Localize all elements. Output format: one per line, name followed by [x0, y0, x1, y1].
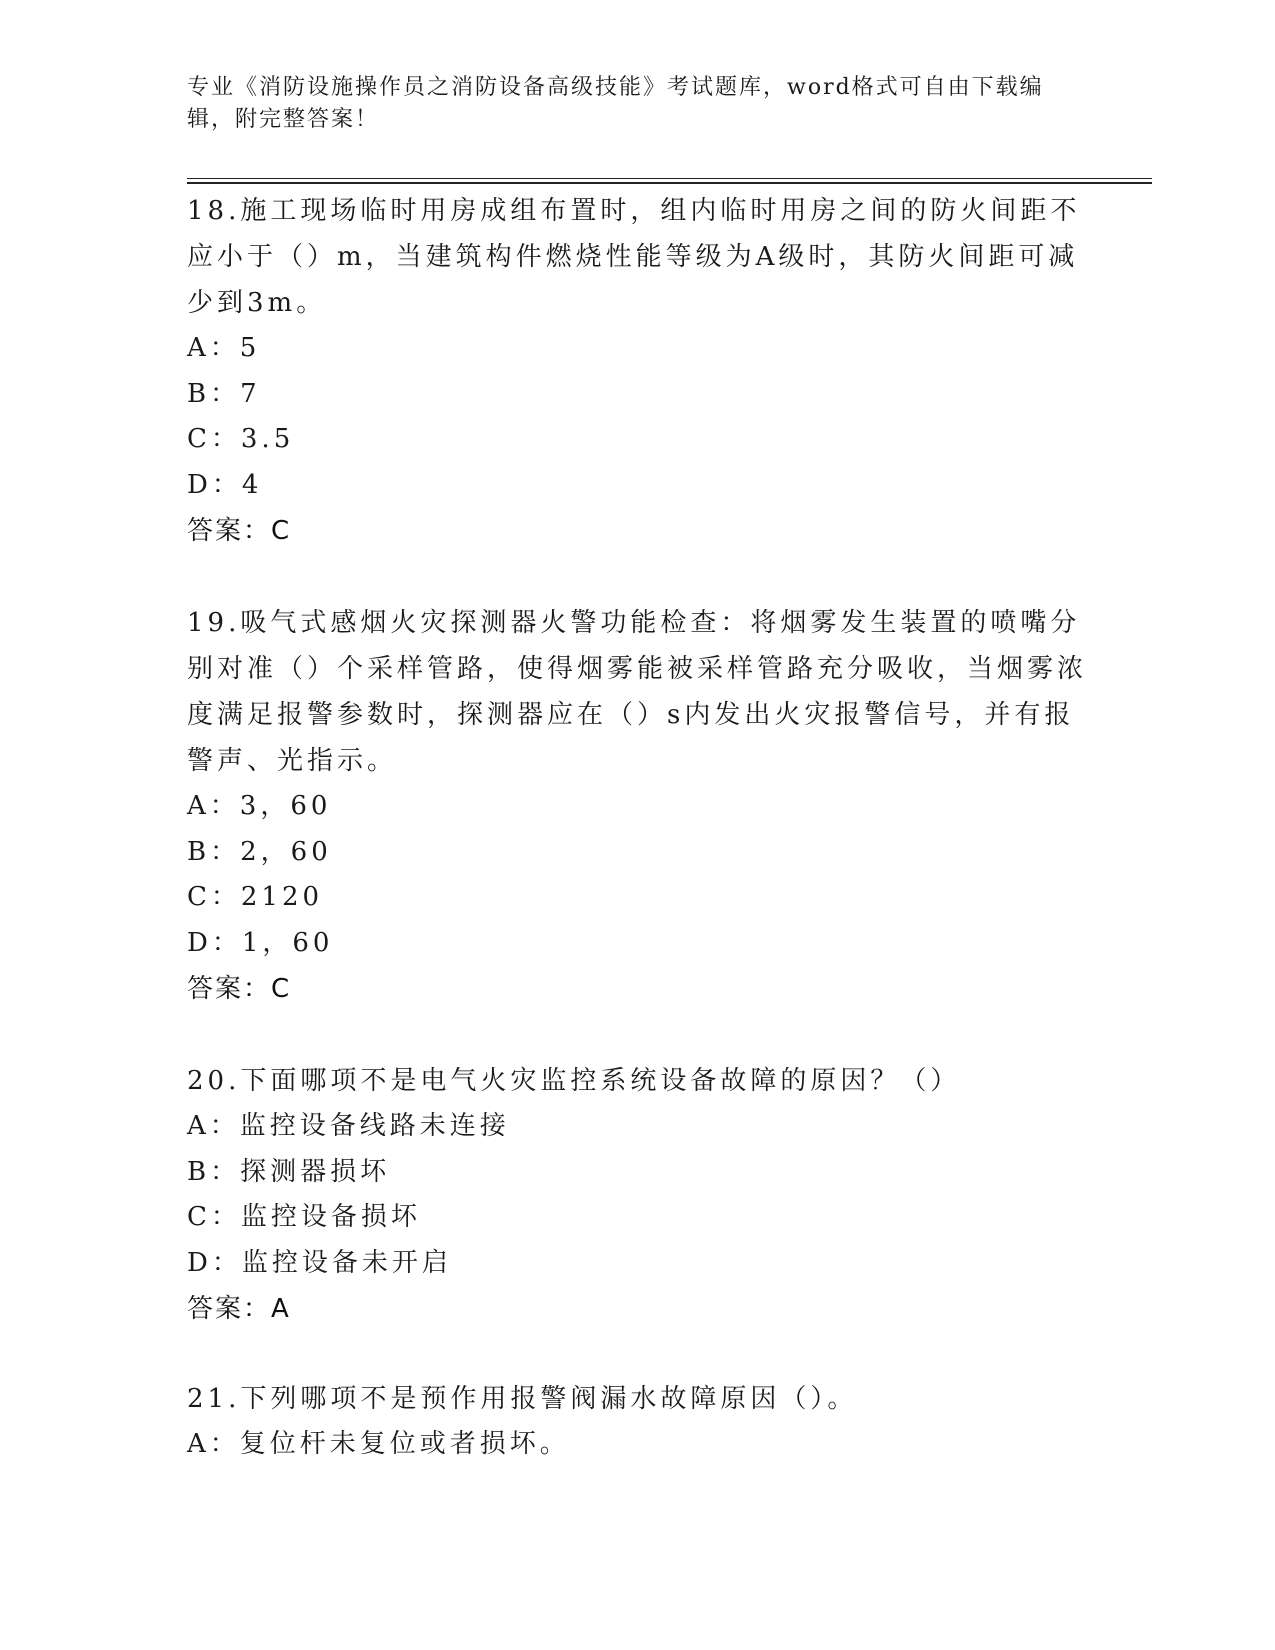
option-a: A：5 — [187, 333, 261, 363]
question-20 — [187, 1058, 1087, 1332]
document-header: 专业《消防设施操作员之消防设备高级技能》考试题库，word格式可自由下载编辑，附完整答案！ — [187, 75, 1044, 132]
answer: 答案：C — [187, 974, 292, 1004]
option-d: D：监控设备未开启 — [187, 1247, 452, 1278]
option-c: C：监控设备损坏 — [187, 1202, 421, 1232]
answer: 答案：C — [187, 516, 292, 546]
answer: 答案：A — [187, 1294, 291, 1324]
header-divider-thick — [187, 182, 1152, 184]
option-b: B：探测器损坏 — [187, 1156, 391, 1187]
question-stem: 20.下面哪项不是电气火灾监控系统设备故障的原因？（） — [187, 1066, 961, 1096]
question-19 — [187, 600, 1087, 1012]
question-18 — [187, 188, 1087, 554]
option-b: B：2，60 — [187, 836, 332, 867]
question-21 — [187, 1376, 1087, 1468]
option-c: C：2120 — [187, 882, 324, 912]
question-stem: 18.施工现场临时用房成组布置时，组内临时用房之间的防火间距不应小于（）m，当建筑构件燃烧性能等级为A级时，其防火间距可减少到3m。 — [187, 196, 1081, 318]
option-a: A：监控设备线路未连接 — [187, 1111, 510, 1141]
option-d: D：4 — [187, 469, 263, 500]
option-b: B：7 — [187, 378, 261, 409]
option-d: D：1，60 — [187, 927, 334, 958]
question-stem: 19.吸气式感烟火灾探测器火警功能检查：将烟雾发生装置的喷嘴分别对准（）个采样管路，使得烟雾能被采样管路充分吸收，当烟雾浓度满足报警参数时，探测器应在（）s内发出火灾报警信号，并有报警声、光指示。 — [187, 608, 1088, 776]
option-a: A：3，60 — [187, 791, 332, 821]
question-stem: 21.下列哪项不是预作用报警阀漏水故障原因（）。 — [187, 1384, 858, 1414]
header-divider-thin — [187, 178, 1152, 179]
option-a: A：复位杆未复位或者损坏。 — [187, 1429, 570, 1459]
option-c: C：3.5 — [187, 424, 295, 454]
